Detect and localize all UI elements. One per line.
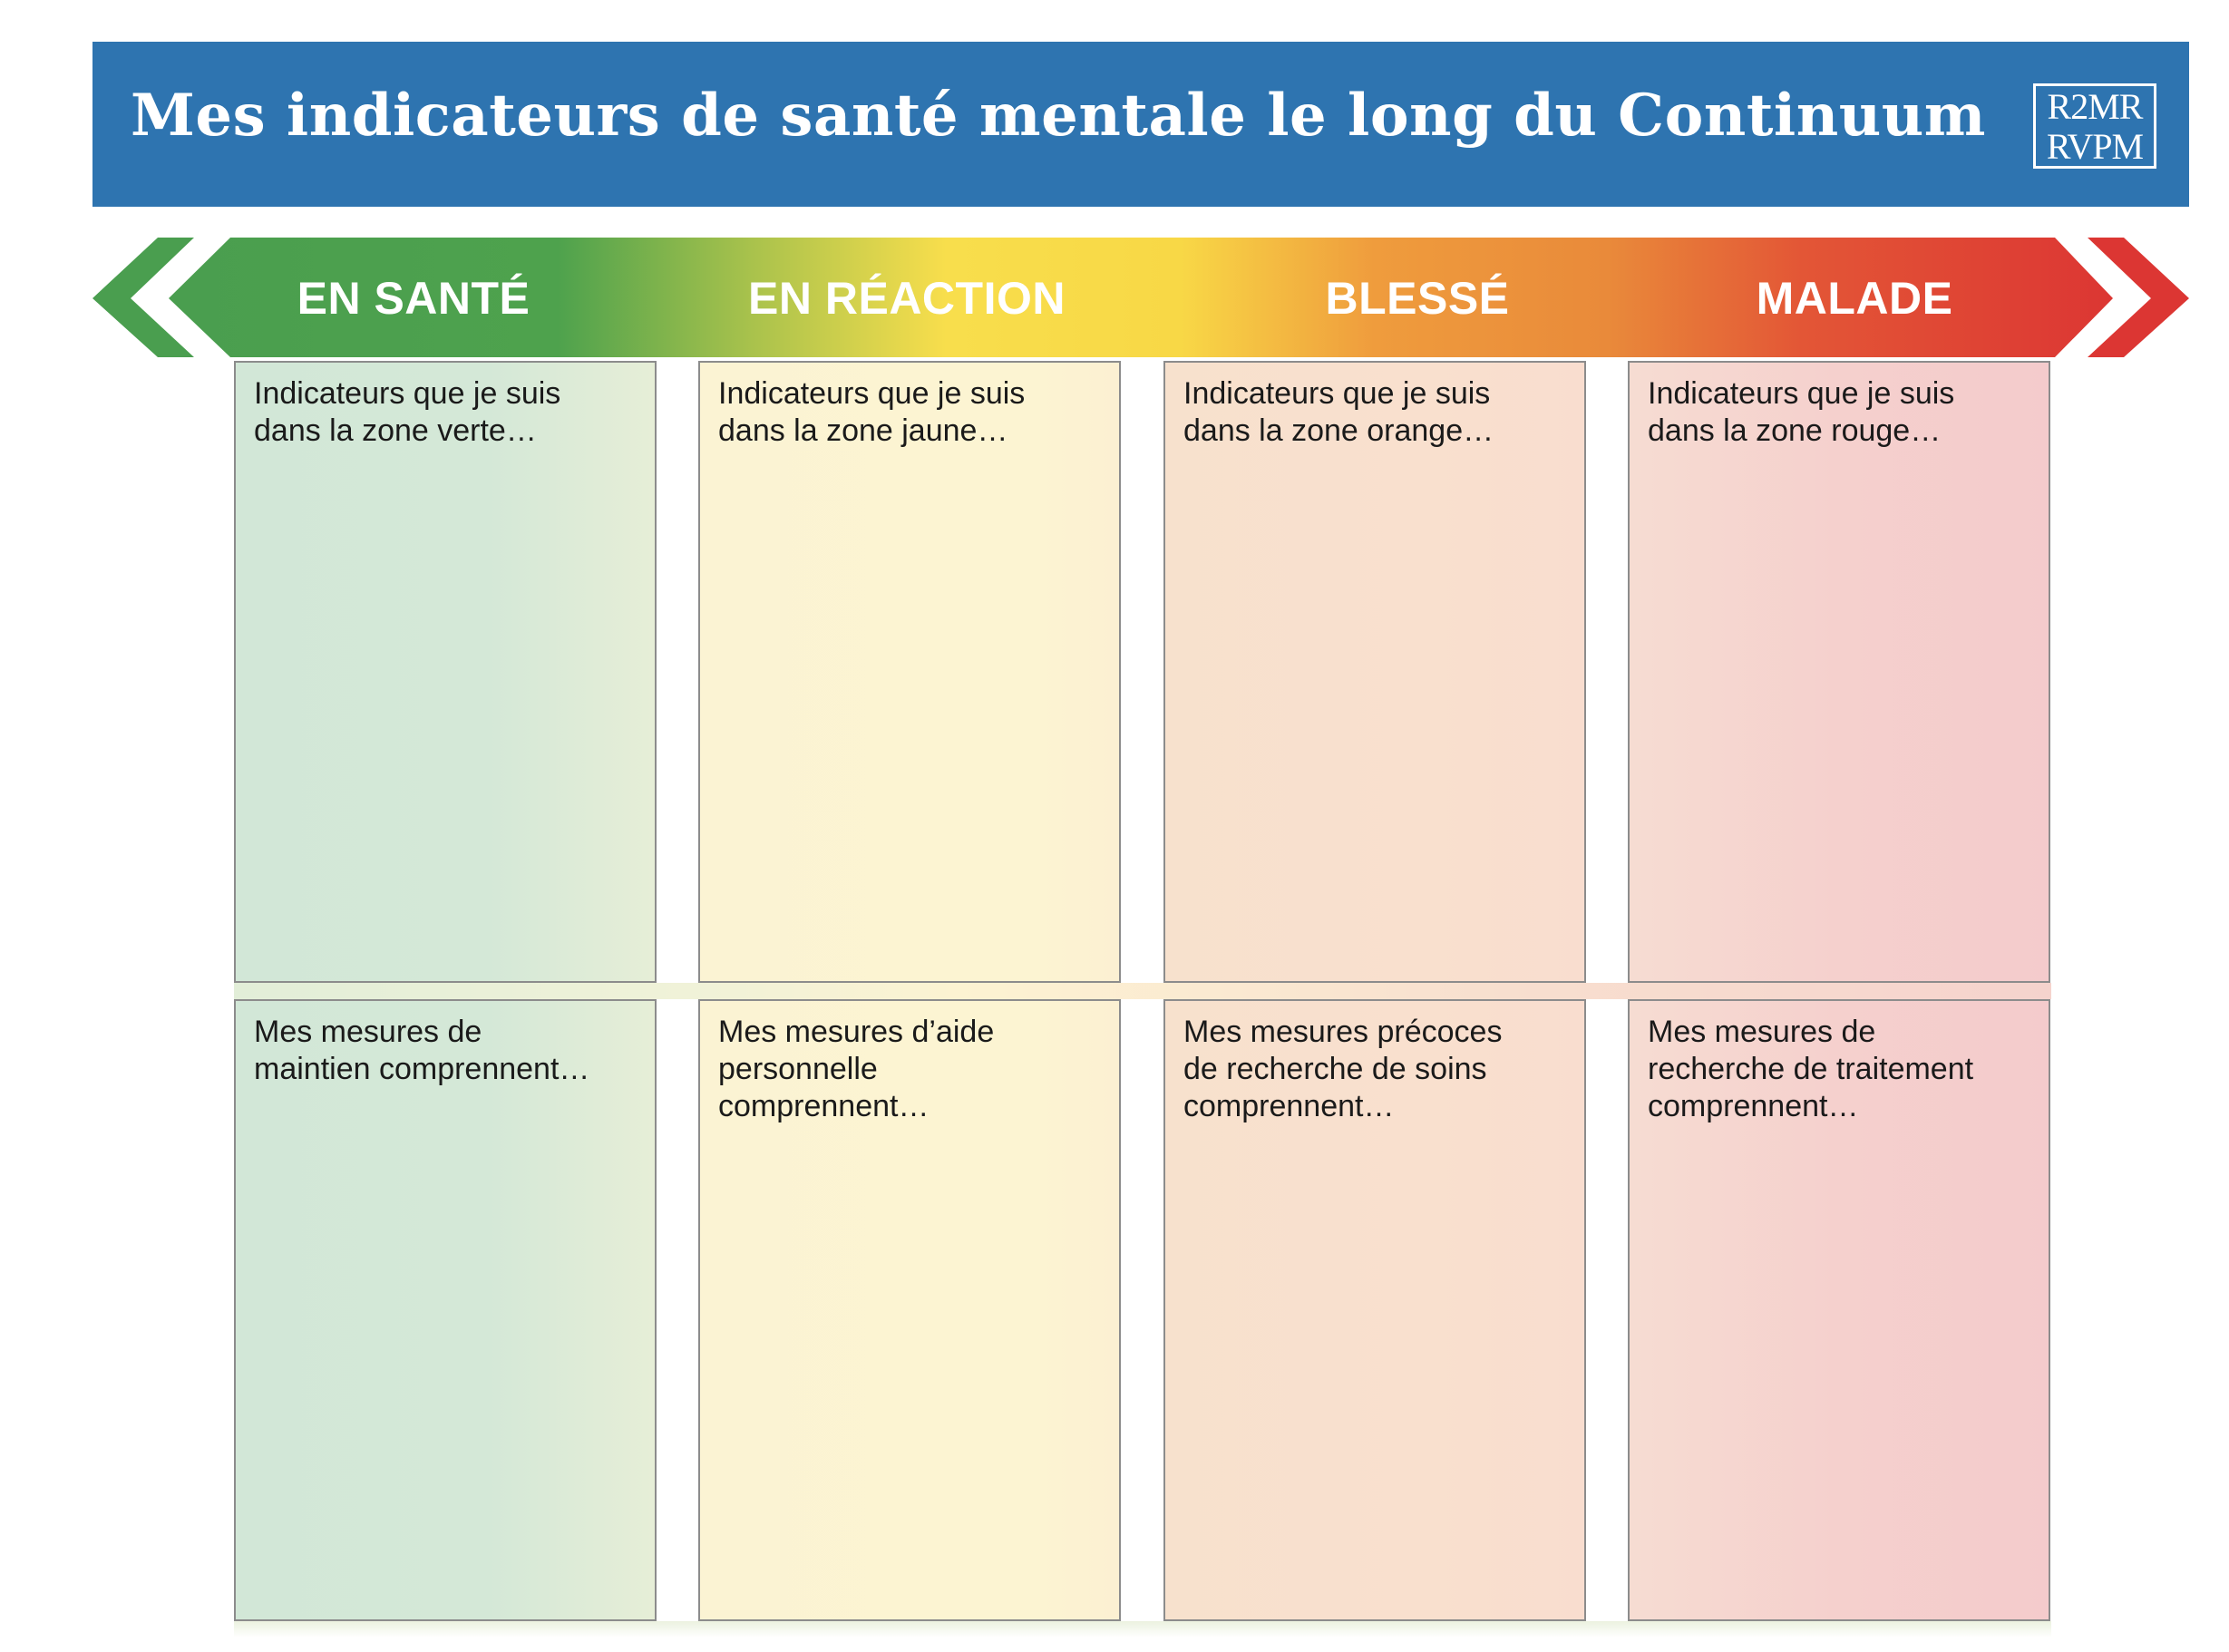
measures-text-green: Mes mesures de maintien comprennent… xyxy=(254,1015,590,1086)
zone-label-en-sante: EN SANTÉ xyxy=(297,273,530,324)
indicator-text-red: Indicateurs que je suis dans la zone rouge… xyxy=(1648,376,1955,448)
logo-line-1: R2MR xyxy=(2047,86,2143,127)
indicator-text-orange: Indicateurs que je suis dans la zone orange… xyxy=(1183,376,1494,448)
page-title: Mes indicateurs de santé mentale le long du Continuum xyxy=(131,82,1986,150)
indicator-box-yellow[interactable] xyxy=(698,361,1121,983)
indicator-box-orange[interactable] xyxy=(1163,361,1586,983)
indicator-text-yellow: Indicateurs que je suis dans la zone jaune… xyxy=(718,376,1026,448)
measures-text-orange: Mes mesures précoces de recherche de soins comprennent… xyxy=(1183,1015,1503,1123)
zone-label-blesse: BLESSÉ xyxy=(1325,273,1510,324)
indicator-box-green[interactable] xyxy=(234,361,657,983)
logo-line-2: RVPM xyxy=(2046,126,2144,167)
zone-label-malade: MALADE xyxy=(1756,273,1953,324)
zone-label-en-reaction: EN RÉACTION xyxy=(748,273,1066,324)
indicator-text-green: Indicateurs que je suis dans la zone verte… xyxy=(254,376,561,448)
indicator-box-red[interactable] xyxy=(1628,361,2050,983)
measures-box-orange[interactable] xyxy=(1163,999,1586,1621)
measures-box-green[interactable] xyxy=(234,999,657,1621)
column-background-band xyxy=(234,983,2051,999)
bottom-fade-band xyxy=(234,1621,2051,1637)
measures-box-yellow[interactable] xyxy=(698,999,1121,1621)
measures-box-red[interactable] xyxy=(1628,999,2050,1621)
measures-text-red: Mes mesures de recherche de traitement comprennent… xyxy=(1648,1015,1974,1123)
measures-text-yellow: Mes mesures d’aide personnelle comprennent… xyxy=(718,1015,995,1123)
